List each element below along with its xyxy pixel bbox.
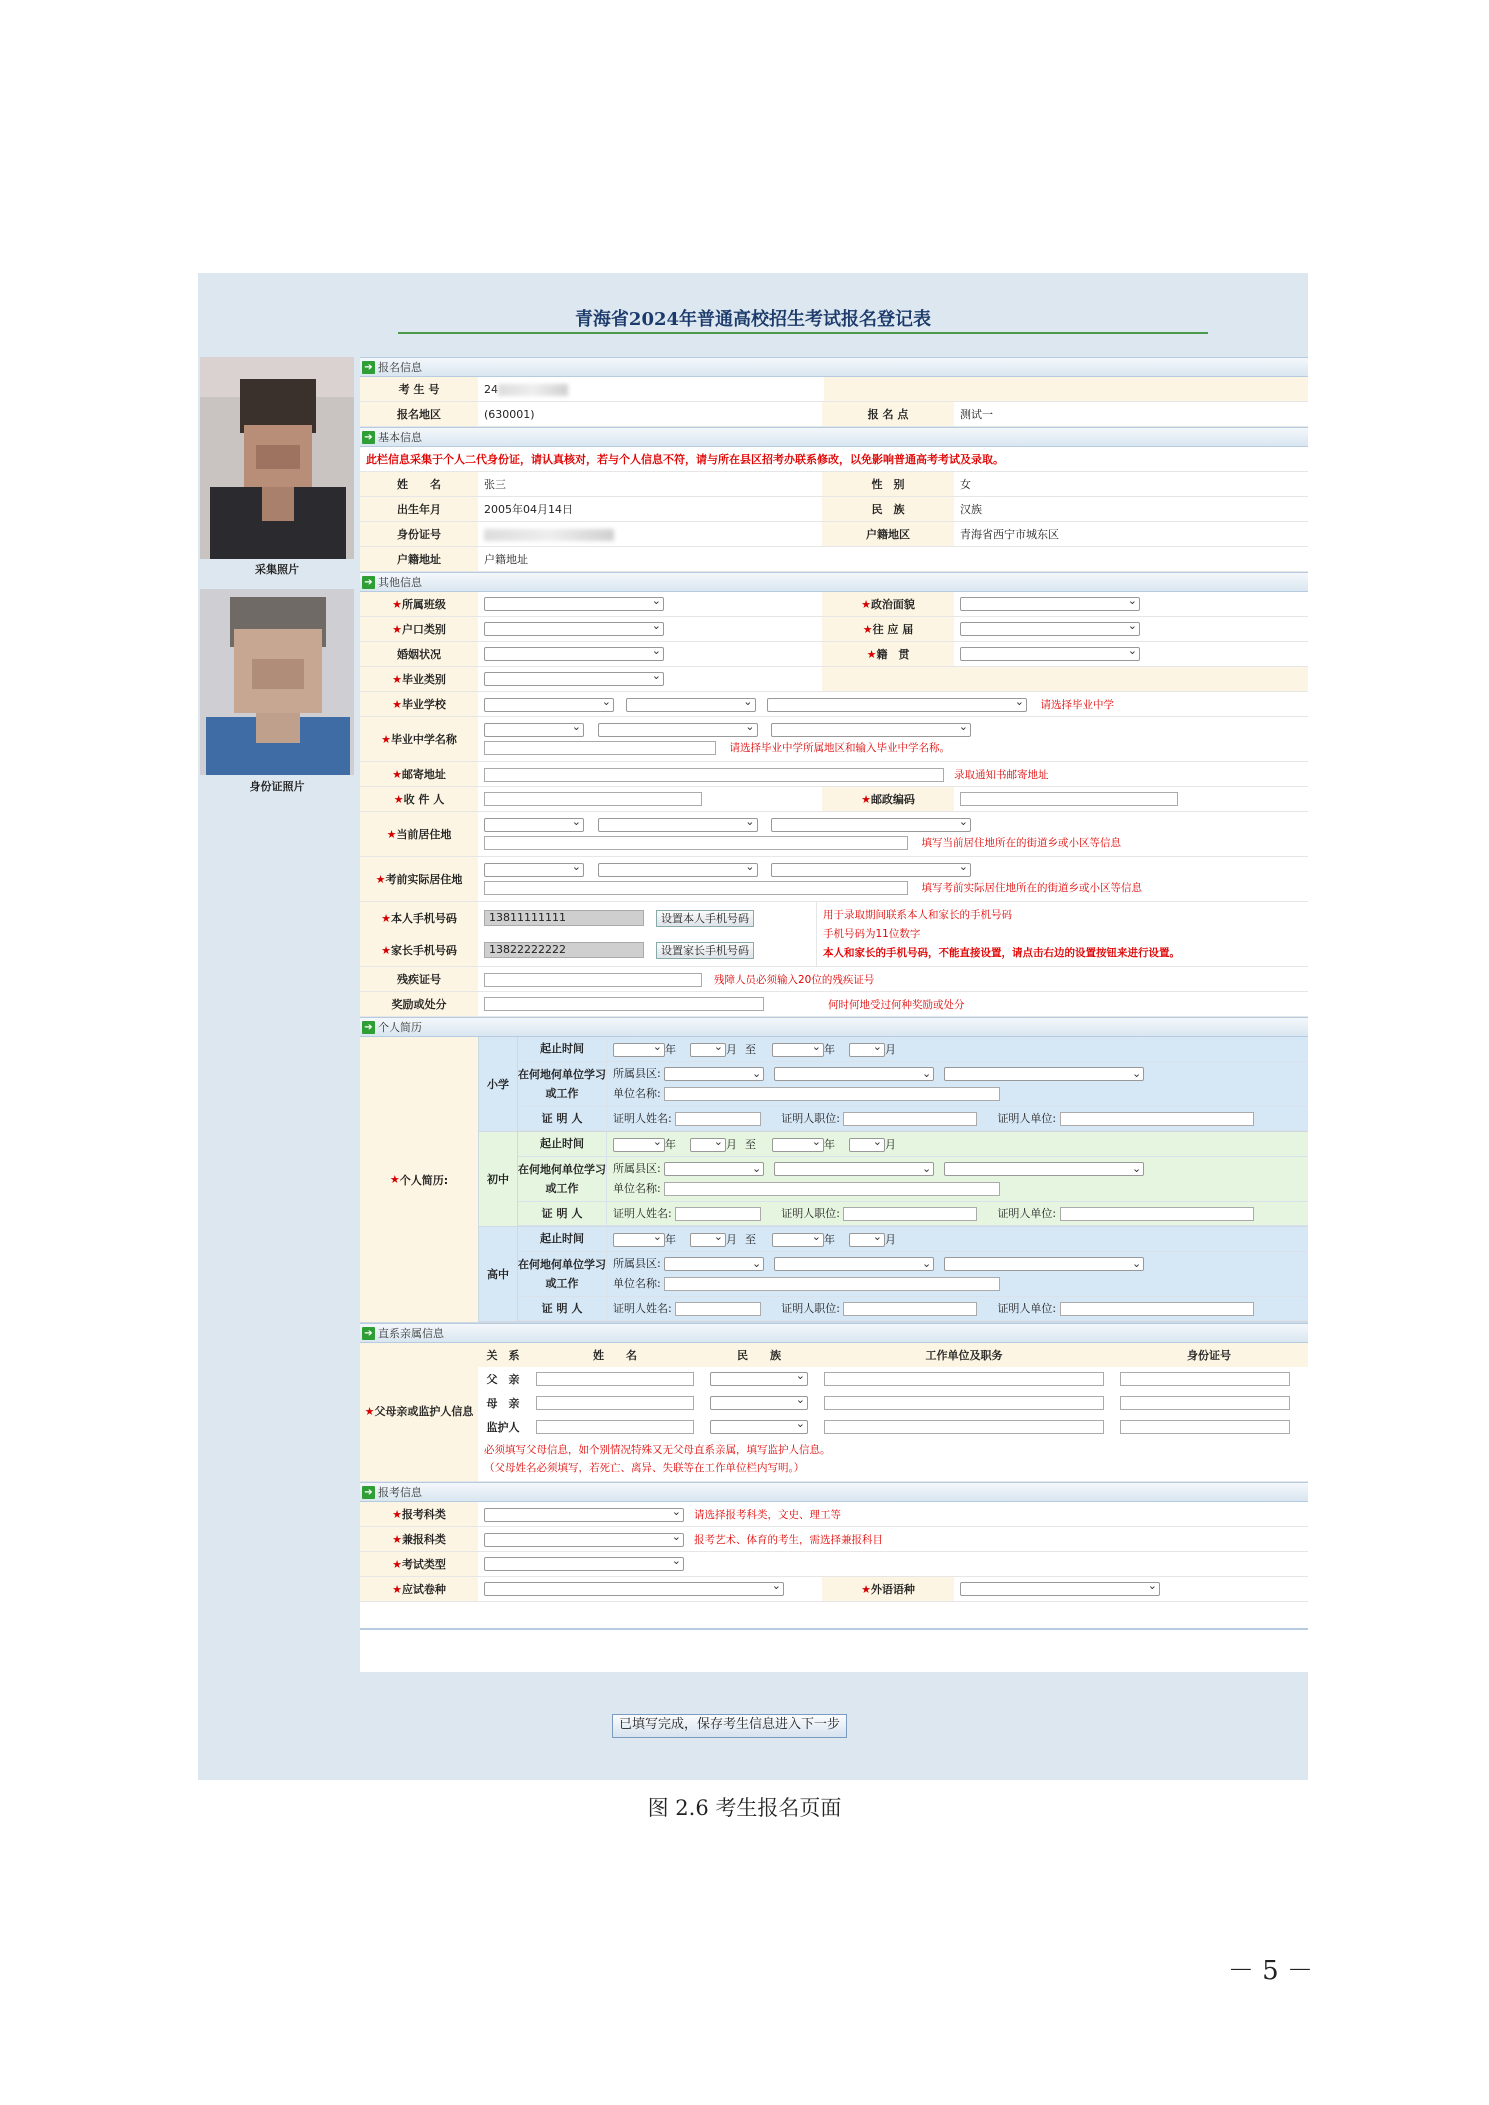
period-row: 起止时间 ⌄ 年⌄ 月 至⌄ 年⌄ 月	[518, 1037, 1308, 1062]
unit-label: 在何地何单位学习或工作	[518, 1252, 607, 1296]
family-row	[478, 1367, 1308, 1391]
header-id: 身份证号	[1187, 1349, 1231, 1362]
member-work-input[interactable]	[824, 1420, 1104, 1434]
arrow-right-icon: ➔	[362, 431, 375, 444]
row-marital	[360, 642, 1308, 667]
member-ethnic-select[interactable]	[710, 1372, 808, 1386]
section-basic: ➔ 基本信息	[360, 427, 1308, 447]
native-select[interactable]	[960, 647, 1140, 661]
period-row: 起止时间 ⌄ 年⌄ 月 至⌄ 年⌄ 月	[518, 1227, 1308, 1252]
start-year-select[interactable]	[613, 1043, 665, 1057]
grad-type-label: 毕业类别	[401, 673, 446, 686]
required-star-icon: ★	[392, 672, 402, 686]
ethnic-value: 汉族	[960, 503, 982, 516]
basic-warning: 此栏信息采集于个人二代身份证，请认真核对，若与个人信息不符，请与所在县区招考办联系修改，以免影响普通高考考试及录取。	[360, 447, 1308, 472]
title-underline	[398, 332, 1208, 334]
unit-row: 在何地何单位学习或工作 所属县区: ⌄⌄⌄ 单位名称:	[518, 1062, 1308, 1107]
grad-year-select[interactable]	[960, 622, 1140, 636]
set-phone-button[interactable]: 设置本人手机号码	[656, 910, 754, 927]
witness-unit-input[interactable]	[1060, 1302, 1254, 1316]
end-year-select[interactable]	[772, 1233, 824, 1247]
row-phones	[360, 902, 1308, 967]
member-ethnic-select[interactable]	[710, 1420, 808, 1434]
witness-label: 证 明 人	[518, 1202, 607, 1226]
hukou-addr-label: 户籍地址	[360, 547, 478, 571]
unit-name-input[interactable]	[664, 1277, 1000, 1291]
row-reward	[360, 992, 1308, 1017]
collected-photo-label: 采集照片	[255, 563, 299, 576]
paper-label: 应试卷种	[401, 1583, 446, 1596]
reward-input[interactable]	[484, 997, 764, 1011]
row-class	[360, 592, 1308, 617]
row-current-res	[360, 812, 1308, 857]
end-year-select[interactable]	[772, 1043, 824, 1057]
political-label: 政治面貌	[870, 598, 915, 611]
required-star-icon: ★	[392, 1507, 402, 1521]
current-res-city-select[interactable]	[598, 818, 758, 832]
language-label: 外语语种	[870, 1583, 915, 1596]
class-select[interactable]	[484, 597, 664, 611]
page-title: 青海省2024年普通高校招生考试报名登记表	[574, 309, 932, 330]
arrow-right-icon: ➔	[362, 361, 375, 374]
school-name-input[interactable]	[484, 741, 716, 755]
end-year-select[interactable]	[772, 1138, 824, 1152]
required-star-icon: ★	[392, 1557, 402, 1571]
phone-label: 本人手机号码	[390, 912, 457, 925]
registration-form	[360, 357, 1308, 1672]
member-work-input[interactable]	[824, 1396, 1104, 1410]
school-city-select[interactable]	[626, 698, 756, 712]
postcode-label: 邮政编码	[870, 793, 915, 806]
grad-type-select[interactable]	[484, 672, 664, 686]
row-hukou-type	[360, 617, 1308, 642]
exam-no-label: 考 生 号	[360, 377, 478, 401]
witness-row: 证 明 人 证明人姓名: 证明人职位: 证明人单位:	[518, 1297, 1308, 1322]
county-select[interactable]	[944, 1162, 1144, 1176]
required-star-icon: ★	[381, 911, 391, 925]
hukou-addr-value: 户籍地址	[484, 553, 528, 566]
member-ethnic-select[interactable]	[710, 1396, 808, 1410]
gender-value: 女	[960, 478, 971, 491]
required-star-icon: ★	[862, 622, 873, 636]
school-name-label: 毕业中学名称	[390, 733, 457, 746]
witness-label: 证 明 人	[518, 1107, 607, 1131]
section-family: ➔ 直系亲属信息	[360, 1323, 1308, 1343]
row-receiver	[360, 787, 1308, 812]
row-hukou-addr	[360, 547, 1308, 572]
id-card-photo	[200, 589, 354, 775]
member-id-input[interactable]	[1120, 1372, 1290, 1386]
phone-value: 13811111111	[484, 910, 644, 926]
subject-hint: 请选择报考科类，文史、理工等	[694, 1508, 841, 1521]
arrow-right-icon: ➔	[362, 1486, 375, 1499]
period-label: 起止时间	[518, 1132, 607, 1156]
row-extra	[360, 1527, 1308, 1552]
witness-unit-input[interactable]	[1060, 1207, 1254, 1221]
required-star-icon: ★	[392, 1532, 402, 1546]
figure-caption: 图 2.6 考生报名页面	[647, 1796, 842, 1820]
disability-hint: 残障人员必须输入20位的残疾证号	[714, 973, 875, 986]
exam-res-county-select[interactable]	[771, 863, 971, 877]
section-registration: ➔ 报名信息	[360, 357, 1308, 377]
set-parent-phone-button[interactable]: 设置家长手机号码	[656, 942, 754, 959]
member-work-input[interactable]	[824, 1372, 1104, 1386]
section-other: ➔ 其他信息	[360, 572, 1308, 592]
witness-name-input[interactable]	[675, 1207, 761, 1221]
witness-title-input[interactable]	[843, 1112, 977, 1126]
row-school-name	[360, 717, 1308, 762]
row-exam-res	[360, 857, 1308, 902]
county-city-select[interactable]	[774, 1067, 934, 1081]
name-value: 张三	[484, 478, 506, 491]
county-select[interactable]	[944, 1067, 1144, 1081]
stage-label: 高中	[479, 1227, 518, 1321]
start-year-select[interactable]	[613, 1233, 665, 1247]
type-label: 考试类型	[401, 1558, 446, 1571]
end-month-select[interactable]	[849, 1043, 885, 1057]
id-value	[478, 528, 822, 541]
current-res-hint: 填写当前居住地所在的街道乡或小区等信息	[921, 837, 1121, 849]
school-name-province-select[interactable]	[484, 723, 584, 737]
redacted-mark	[498, 384, 568, 396]
required-star-icon: ★	[392, 697, 402, 711]
required-star-icon: ★	[861, 792, 871, 806]
required-star-icon: ★	[389, 1173, 400, 1186]
county-province-select[interactable]	[664, 1162, 764, 1176]
county-province-select[interactable]	[664, 1257, 764, 1271]
redacted-mark	[484, 529, 614, 541]
id-label: 身份证号	[360, 522, 478, 546]
row-id	[360, 522, 1308, 547]
start-month-select[interactable]	[690, 1233, 726, 1247]
required-star-icon: ★	[861, 597, 871, 611]
row-school	[360, 692, 1308, 717]
disability-input[interactable]	[484, 973, 702, 987]
arrow-right-icon: ➔	[362, 1327, 375, 1340]
school-province-select[interactable]	[484, 698, 614, 712]
current-res-input[interactable]	[484, 836, 908, 850]
row-paper	[360, 1577, 1308, 1602]
exam-res-input[interactable]	[484, 881, 908, 895]
family-label: 父母亲或监护人信息	[374, 1405, 474, 1418]
reward-label: 奖励或处分	[360, 992, 478, 1016]
phone-hints: 用于录取期间联系本人和家长的手机号码 手机号码为11位数字 本人和家长的手机号码，不能直接设置，请点击右边的设置按钮来进行设置。	[816, 902, 1308, 966]
hukou-region-value: 青海省西宁市城东区	[960, 528, 1059, 541]
resume-label: 个人简历:	[399, 1173, 449, 1187]
section-exam: ➔ 报考信息	[360, 1482, 1308, 1502]
required-star-icon: ★	[386, 827, 397, 841]
relation-label: 母 亲	[486, 1397, 520, 1410]
exam-no-value: 24	[478, 383, 824, 396]
page-number: － 5 －	[1227, 1956, 1313, 1986]
grad-year-label: 往 应 届	[872, 623, 914, 636]
row-region	[360, 402, 1308, 427]
required-star-icon: ★	[393, 792, 404, 806]
required-star-icon: ★	[392, 622, 402, 636]
section-resume: ➔ 个人简历	[360, 1017, 1308, 1037]
header-relation: 关 系	[486, 1349, 520, 1362]
member-name-input[interactable]	[536, 1420, 694, 1434]
required-star-icon: ★	[392, 1582, 402, 1596]
resume-stage-0	[479, 1037, 1308, 1132]
county-province-select[interactable]	[664, 1067, 764, 1081]
witness-row: 证 明 人 证明人姓名: 证明人职位: 证明人单位:	[518, 1202, 1308, 1227]
end-month-select[interactable]	[849, 1233, 885, 1247]
witness-unit-input[interactable]	[1060, 1112, 1254, 1126]
birth-value: 2005年04月14日	[484, 503, 573, 516]
required-star-icon: ★	[392, 597, 402, 611]
school-hint: 请选择毕业中学	[1040, 698, 1114, 711]
current-res-county-select[interactable]	[771, 818, 971, 832]
class-label: 所属班级	[401, 598, 446, 611]
row-mail-addr	[360, 762, 1308, 787]
header-name: 姓 名	[593, 1349, 637, 1362]
disability-label: 残疾证号	[360, 967, 478, 991]
language-select[interactable]	[960, 1582, 1160, 1596]
exam-res-city-select[interactable]	[598, 863, 758, 877]
current-res-province-select[interactable]	[484, 818, 584, 832]
resume-table	[360, 1037, 1308, 1323]
gender-label: 性 别	[822, 472, 954, 496]
row-disability	[360, 967, 1308, 992]
family-notes	[478, 1439, 1308, 1481]
start-month-select[interactable]	[690, 1138, 726, 1152]
unit-row: 在何地何单位学习或工作 所属县区: ⌄⌄⌄ 单位名称:	[518, 1252, 1308, 1297]
parent-phone-value: 13822222222	[484, 942, 644, 958]
required-star-icon: ★	[392, 767, 402, 781]
relation-label: 父 亲	[486, 1373, 520, 1386]
current-res-label: 当前居住地	[396, 828, 452, 841]
site-value: 测试一	[960, 408, 993, 421]
school-name-county-select[interactable]	[771, 723, 971, 737]
resume-stages	[479, 1037, 1308, 1322]
required-star-icon: ★	[381, 943, 391, 957]
start-year-select[interactable]	[613, 1138, 665, 1152]
resume-stage-2	[479, 1227, 1308, 1322]
site-label: 报 名 点	[822, 402, 954, 426]
birth-label: 出生年月	[360, 497, 478, 521]
county-city-select[interactable]	[774, 1257, 934, 1271]
arrow-right-icon: ➔	[362, 576, 375, 589]
member-name-input[interactable]	[536, 1396, 694, 1410]
subject-select[interactable]	[484, 1508, 684, 1522]
paper-select[interactable]	[484, 1582, 784, 1596]
unit-row: 在何地何单位学习或工作 所属县区: ⌄⌄⌄ 单位名称:	[518, 1157, 1308, 1202]
row-name	[360, 472, 1308, 497]
receiver-label: 收 件 人	[403, 793, 445, 806]
unit-label: 在何地何单位学习或工作	[518, 1157, 607, 1201]
period-label: 起止时间	[518, 1037, 607, 1061]
exam-res-hint: 填写考前实际居住地所在的街道乡或小区等信息	[921, 882, 1142, 894]
name-label: 姓 名	[360, 472, 478, 496]
school-select[interactable]	[767, 698, 1027, 712]
native-label: 籍 贯	[876, 648, 910, 661]
required-star-icon: ★	[866, 647, 877, 661]
row-grad-type	[360, 667, 1308, 692]
registration-screen	[198, 273, 1308, 1780]
family-table	[360, 1343, 1308, 1482]
header-work: 工作单位及职务	[925, 1349, 1003, 1362]
hukou-type-select[interactable]	[484, 622, 664, 636]
witness-name-input[interactable]	[675, 1302, 761, 1316]
mail-addr-hint: 录取通知书邮寄地址	[954, 768, 1049, 781]
school-name-hint: 请选择毕业中学所属地区和输入毕业中学名称。	[729, 742, 950, 754]
id-card-photo-label: 身份证照片	[249, 780, 305, 793]
row-exam-no	[360, 377, 1308, 402]
witness-title-input[interactable]	[843, 1302, 977, 1316]
exam-res-label: 考前实际居住地	[385, 873, 463, 886]
period-row: 起止时间 ⌄ 年⌄ 月 至⌄ 年⌄ 月	[518, 1132, 1308, 1157]
region-value: (630001)	[484, 407, 535, 421]
region-label: 报名地区	[360, 402, 478, 426]
witness-name-input[interactable]	[675, 1112, 761, 1126]
stage-label: 初中	[479, 1132, 518, 1226]
mail-addr-input[interactable]	[484, 768, 944, 782]
county-select[interactable]	[944, 1257, 1144, 1271]
unit-name-input[interactable]	[664, 1087, 1000, 1101]
arrow-right-icon: ➔	[362, 1021, 375, 1034]
school-name-city-select[interactable]	[598, 723, 758, 737]
family-row	[478, 1391, 1308, 1415]
header-ethnic: 民 族	[737, 1349, 781, 1362]
type-select[interactable]	[484, 1557, 684, 1571]
relation-label: 监护人	[486, 1421, 520, 1434]
member-name-input[interactable]	[536, 1372, 694, 1386]
hukou-type-label: 户口类别	[401, 623, 446, 636]
period-label: 起止时间	[518, 1227, 607, 1251]
unit-label: 在何地何单位学习或工作	[518, 1062, 607, 1106]
political-select[interactable]	[960, 597, 1140, 611]
required-star-icon: ★	[364, 1405, 375, 1418]
family-note-1: 必须填写父母信息，如个别情况特殊又无父母直系亲属，填写监护人信息。	[484, 1444, 831, 1456]
required-star-icon: ★	[375, 872, 386, 886]
family-rows	[478, 1367, 1308, 1439]
end-month-select[interactable]	[849, 1138, 885, 1152]
save-and-continue-button[interactable]: 已填写完成，保存考生信息进入下一步	[612, 1714, 847, 1738]
parent-phone-label: 家长手机号码	[390, 944, 457, 957]
subject-label: 报考科类	[401, 1508, 446, 1521]
collected-photo	[200, 357, 354, 559]
family-header	[478, 1343, 1308, 1367]
required-star-icon: ★	[381, 732, 391, 746]
stage-label: 小学	[479, 1037, 518, 1131]
resume-stage-1	[479, 1132, 1308, 1227]
extra-hint: 报考艺术、体育的考生，需选择兼报科目	[694, 1533, 883, 1546]
postcode-input[interactable]	[960, 792, 1178, 806]
witness-label: 证 明 人	[518, 1297, 607, 1321]
extra-select[interactable]	[484, 1533, 684, 1547]
exam-res-province-select[interactable]	[484, 863, 584, 877]
witness-title-input[interactable]	[843, 1207, 977, 1221]
hukou-region-label: 户籍地区	[822, 522, 954, 546]
family-note-2: （父母姓名必须填写，若死亡、离异、失联等在工作单位栏内写明。）	[484, 1462, 805, 1474]
marital-select[interactable]	[484, 647, 664, 661]
family-row	[478, 1415, 1308, 1439]
ethnic-label: 民 族	[822, 497, 954, 521]
start-month-select[interactable]	[690, 1043, 726, 1057]
row-subject	[360, 1502, 1308, 1527]
receiver-input[interactable]	[484, 792, 702, 806]
county-city-select[interactable]	[774, 1162, 934, 1176]
row-type	[360, 1552, 1308, 1577]
member-id-input[interactable]	[1120, 1396, 1290, 1410]
extra-label: 兼报科类	[401, 1533, 446, 1546]
witness-row: 证 明 人 证明人姓名: 证明人职位: 证明人单位:	[518, 1107, 1308, 1132]
unit-name-input[interactable]	[664, 1182, 1000, 1196]
school-label: 毕业学校	[401, 698, 446, 711]
marital-label: 婚姻状况	[360, 642, 478, 666]
row-birth	[360, 497, 1308, 522]
mail-addr-label: 邮寄地址	[401, 768, 446, 781]
required-star-icon: ★	[861, 1582, 871, 1596]
reward-hint: 何时何地受过何种奖励或处分	[828, 998, 965, 1011]
member-id-input[interactable]	[1120, 1420, 1290, 1434]
